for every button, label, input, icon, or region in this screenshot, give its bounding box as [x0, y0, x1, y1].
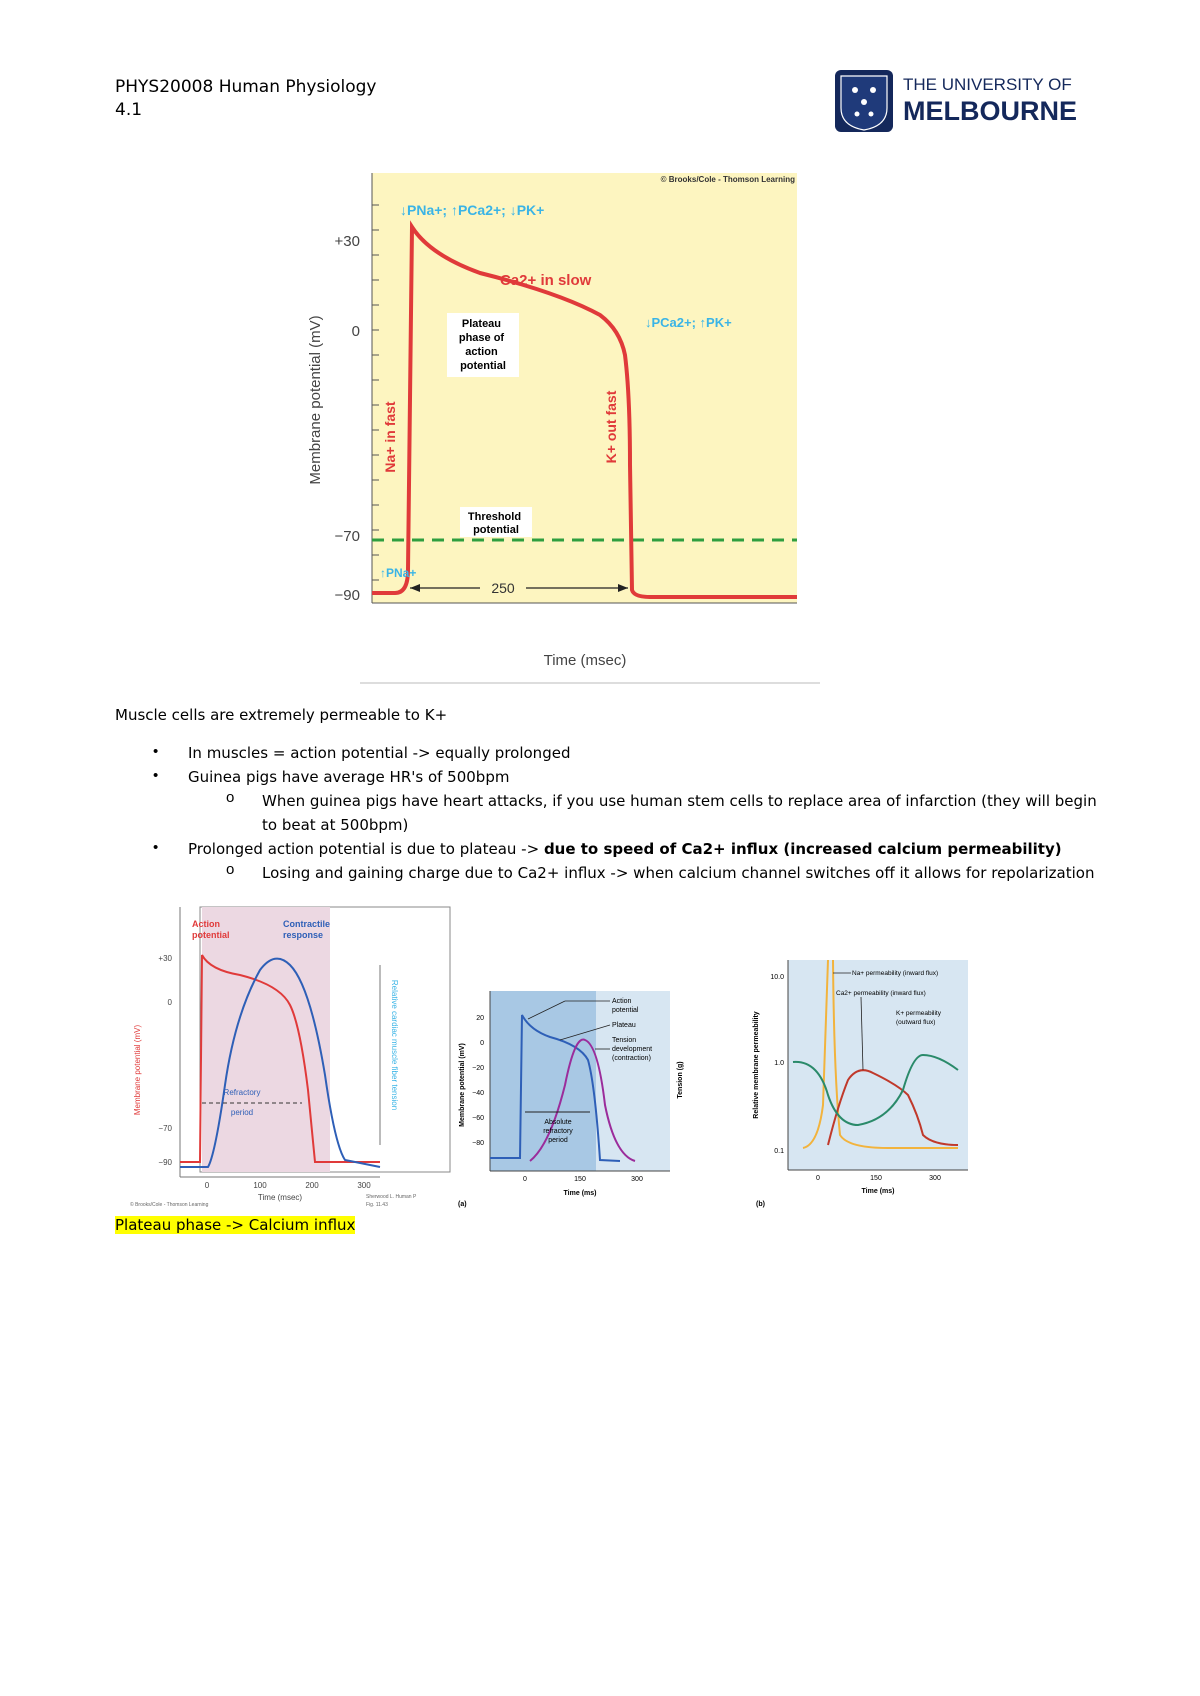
ytick-label: −90 — [334, 587, 360, 604]
x-axis-label: Time (ms) — [563, 1190, 597, 1197]
na-legend: Na+ permeability (inward flux) — [852, 970, 939, 977]
bullet-icon: • — [153, 743, 159, 760]
x-axis-label: Time (msec) — [257, 1193, 303, 1202]
ytick-label: −20 — [472, 1065, 484, 1072]
ca-slow-label: Ca2+ in slow — [500, 272, 592, 289]
x-axis-label: Time (ms) — [861, 1188, 895, 1195]
sub-bullet-icon: o — [226, 861, 235, 878]
logo-line2: MELBOURNE — [903, 96, 1077, 126]
course-title: PHYS20008 Human Physiology — [115, 77, 377, 97]
x-axis-label: Time (msec) — [543, 652, 627, 669]
ytick-label: −90 — [158, 1158, 172, 1167]
xtick-label: 0 — [523, 1176, 527, 1183]
xtick-label: 200 — [305, 1181, 319, 1190]
permeability-label: ↓PNa+; ↑PCa2+; ↓PK+ — [400, 202, 545, 218]
university-logo — [833, 68, 1083, 138]
sub-bullet-2a-line1: When guinea pigs have heart attacks, if you use human stem cells to replace area of infarction (they will begin — [262, 792, 1097, 810]
tension-figure — [450, 985, 690, 1210]
ca-legend: Ca2+ permeability (inward flux) — [836, 990, 926, 997]
ytick-label: −40 — [472, 1090, 484, 1097]
crest-icon — [835, 70, 893, 132]
bullet-2: Guinea pigs have average HR's of 500bpm — [188, 768, 510, 786]
xtick-label: 0 — [816, 1175, 820, 1182]
k-fast-label: K+ out fast — [603, 390, 619, 464]
ytick-label: −70 — [334, 528, 360, 545]
bullet-3-emphasis: due to speed of Ca2+ influx (increased calcium permeability) — [543, 840, 1062, 858]
panel-label: (a) — [458, 1201, 467, 1208]
ytick-label: 20 — [476, 1015, 484, 1022]
duration-label: 250 — [491, 580, 515, 596]
ytick-label: +30 — [334, 233, 360, 250]
action-potential-legend: Action potential — [612, 998, 639, 1014]
ytick-label: 1.0 — [774, 1060, 784, 1067]
na-fast-label: Na+ in fast — [382, 401, 398, 473]
ytick-label: 0 — [351, 323, 360, 340]
credit-text: © Brooks/Cole - Thomson Learning — [660, 175, 795, 184]
ytick-label: −80 — [472, 1140, 484, 1147]
xtick-label: 300 — [631, 1176, 643, 1183]
panel-label: (b) — [756, 1201, 765, 1208]
y2-axis-label: Relative cardiac muscle fiber tension — [390, 979, 399, 1111]
repolarization-permeability-label: ↓PCa2+; ↑PK+ — [645, 315, 732, 330]
xtick-label: 150 — [870, 1175, 882, 1182]
ytick-label: 0 — [480, 1040, 484, 1047]
plateau-label: Plateau phase of action potential — [458, 318, 506, 372]
ytick-label: −70 — [158, 1124, 172, 1133]
refractory-label: Absolute refractory period — [543, 1119, 573, 1144]
bullet-1: In muscles = action potential -> equally prolonged — [188, 744, 571, 762]
pna-label: ↑PNa+ — [380, 566, 417, 580]
ytick-label: 0.1 — [774, 1148, 784, 1155]
action-potential-figure — [300, 165, 825, 685]
action-potential-legend: Action potential — [192, 919, 230, 940]
xtick-label: 300 — [929, 1175, 941, 1182]
intro-text: Muscle cells are extremely permeable to K+ — [115, 706, 448, 724]
tension-legend: Tension development (contraction) — [612, 1037, 653, 1062]
bullet-icon: • — [153, 839, 159, 856]
plateau-legend: Plateau — [612, 1022, 636, 1029]
bullet-icon: • — [153, 767, 159, 784]
bullet-3-prefix: Prolonged action potential is due to plateau -> — [188, 840, 544, 858]
ytick-label: 0 — [167, 998, 172, 1007]
y-axis-label: Relative membrane permeability — [753, 1011, 760, 1119]
section-number: 4.1 — [115, 100, 143, 120]
ytick-label: −60 — [472, 1115, 484, 1122]
contractile-response-figure — [130, 905, 460, 1210]
xtick-label: 0 — [204, 1181, 210, 1190]
y-axis-label: Membrane potential (mV) — [133, 1024, 142, 1116]
credit-text: © Brooks/Cole - Thomson Learning — [130, 1202, 209, 1208]
threshold-label: Threshold potential — [467, 511, 522, 536]
ytick-label: 10.0 — [770, 974, 784, 981]
highlight-text: Plateau phase -> Calcium influx — [115, 1216, 356, 1234]
k-legend: K+ permeability (outward flux) — [896, 1010, 941, 1026]
logo-line1: THE UNIVERSITY OF — [903, 75, 1072, 94]
highlighted-summary — [115, 1213, 355, 1237]
xtick-label: 150 — [574, 1176, 586, 1183]
ytick-label: +30 — [158, 954, 172, 963]
sub-bullet-icon: o — [226, 789, 235, 806]
permeability-figure — [748, 955, 988, 1210]
sub-bullet-2a-line2: to beat at 500bpm) — [262, 816, 409, 834]
refractory-shading — [202, 907, 330, 1172]
y-axis-label: Membrane potential (mV) — [307, 315, 324, 485]
sub-bullet-3a: Losing and gaining charge due to Ca2+ influx -> when calcium channel switches off it allows for repolarization — [262, 864, 1095, 882]
xtick-label: 100 — [253, 1181, 267, 1190]
document-header — [115, 76, 376, 122]
credit-text-2: Sherwood L. Human P Fig. 11.43 — [366, 1194, 417, 1208]
y2-axis-label: Tension (g) — [677, 1061, 684, 1099]
xtick-label: 300 — [357, 1181, 371, 1190]
bullet-3 — [188, 837, 1062, 861]
refractory-label: Refractory period — [223, 1088, 261, 1117]
contractile-legend: Contractile response — [283, 919, 331, 940]
y-axis-label: Membrane potential (mV) — [459, 1043, 466, 1127]
